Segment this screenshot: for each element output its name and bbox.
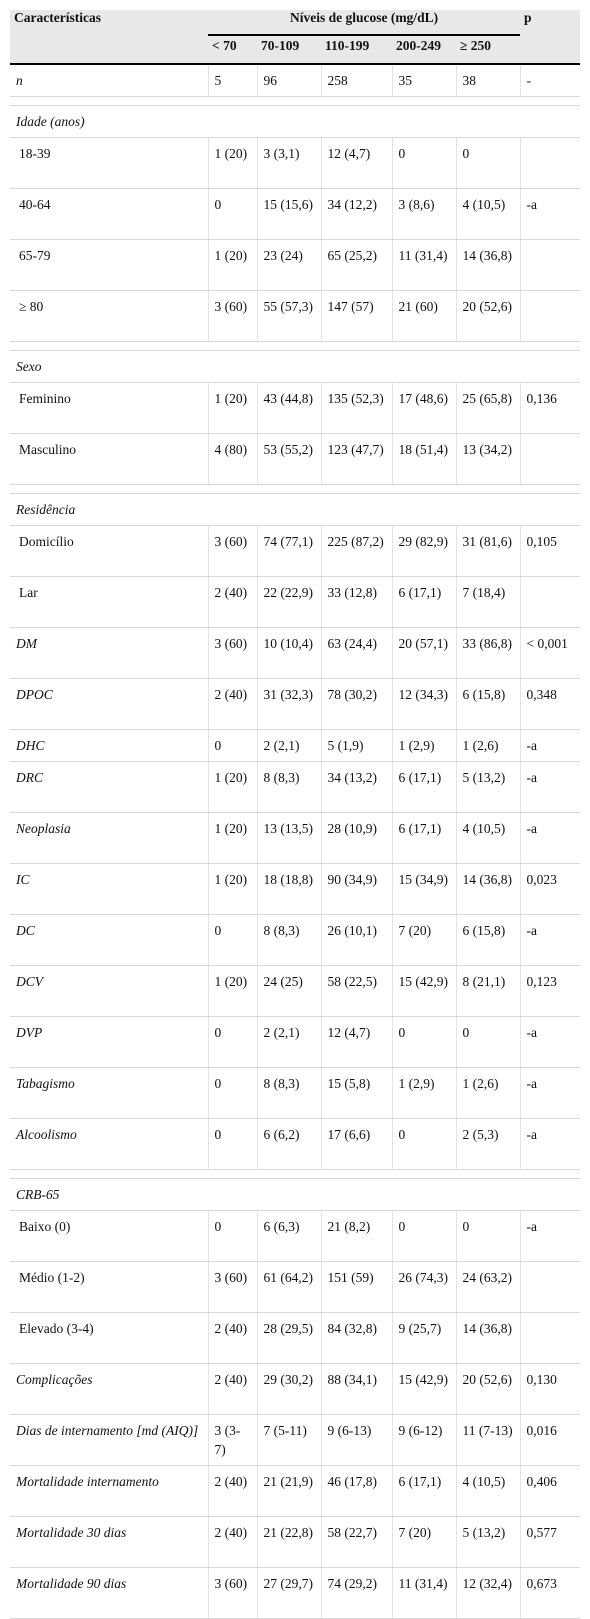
value-cell: 5 (1,9) xyxy=(321,730,392,762)
p-value-cell: 0,123 xyxy=(520,966,580,1017)
row-label: Mortalidade 90 dias xyxy=(10,1568,208,1619)
value-cell: 2 (5,3) xyxy=(456,1119,520,1170)
value-cell: 35 xyxy=(392,64,456,97)
value-cell: 2 (40) xyxy=(208,1313,257,1364)
section-label: Idade (anos) xyxy=(10,106,580,138)
spacer-row xyxy=(10,1170,580,1179)
p-value-cell xyxy=(520,1313,580,1364)
spacer-row xyxy=(10,485,580,494)
value-cell: 2 (2,1) xyxy=(257,730,321,762)
value-cell: 21 (22,8) xyxy=(257,1517,321,1568)
value-cell: 7 (18,4) xyxy=(456,577,520,628)
section-row xyxy=(10,494,580,526)
spacer-cell xyxy=(10,485,580,494)
p-value-cell xyxy=(520,1262,580,1313)
spacer-row xyxy=(10,97,580,106)
value-cell: 13 (13,5) xyxy=(257,813,321,864)
value-cell: 20 (52,6) xyxy=(456,291,520,342)
value-cell: 3 (60) xyxy=(208,1262,257,1313)
p-value-cell: -a xyxy=(520,1068,580,1119)
value-cell: 6 (17,1) xyxy=(392,813,456,864)
header-p-blank xyxy=(520,35,580,64)
p-value-cell: -a xyxy=(520,730,580,762)
table-row xyxy=(10,628,580,679)
value-cell: 21 (60) xyxy=(392,291,456,342)
p-value-cell: -a xyxy=(520,1119,580,1170)
table-row xyxy=(10,915,580,966)
row-label: 18-39 xyxy=(10,138,208,189)
value-cell: 26 (10,1) xyxy=(321,915,392,966)
section-label: CRB-65 xyxy=(10,1179,580,1211)
p-value-cell: - xyxy=(520,64,580,97)
value-cell: 0 xyxy=(208,1211,257,1262)
value-cell: 1 (2,6) xyxy=(456,1068,520,1119)
header-col-70-109: 70-109 xyxy=(257,35,321,64)
value-cell: 24 (25) xyxy=(257,966,321,1017)
value-cell: 1 (2,6) xyxy=(456,730,520,762)
value-cell: 3 (3-7) xyxy=(208,1415,257,1466)
value-cell: 6 (17,1) xyxy=(392,577,456,628)
row-label: Lar xyxy=(10,577,208,628)
row-label: Feminino xyxy=(10,383,208,434)
value-cell: 34 (13,2) xyxy=(321,762,392,813)
value-cell: 28 (10,9) xyxy=(321,813,392,864)
table-row xyxy=(10,762,580,813)
section-label: Sexo xyxy=(10,351,580,383)
table-row xyxy=(10,1466,580,1517)
table-row xyxy=(10,1568,580,1619)
value-cell: 1 (2,9) xyxy=(392,730,456,762)
value-cell: 13 (34,2) xyxy=(456,434,520,485)
p-value-cell xyxy=(520,240,580,291)
p-value-cell: -a xyxy=(520,1017,580,1068)
p-value-cell xyxy=(520,434,580,485)
value-cell: 2 (2,1) xyxy=(257,1017,321,1068)
row-label: 65-79 xyxy=(10,240,208,291)
table-row xyxy=(10,64,580,97)
value-cell: 4 (10,5) xyxy=(456,813,520,864)
value-cell: 8 (8,3) xyxy=(257,762,321,813)
value-cell: 2 (40) xyxy=(208,1364,257,1415)
value-cell: 2 (40) xyxy=(208,577,257,628)
value-cell: 38 xyxy=(456,64,520,97)
value-cell: 6 (17,1) xyxy=(392,762,456,813)
value-cell: 0 xyxy=(208,730,257,762)
table-row xyxy=(10,679,580,730)
row-label: Domicílio xyxy=(10,526,208,577)
row-label: Mortalidade 30 dias xyxy=(10,1517,208,1568)
value-cell: 6 (15,8) xyxy=(456,679,520,730)
value-cell: 11 (31,4) xyxy=(392,240,456,291)
table-row xyxy=(10,813,580,864)
value-cell: 2 (40) xyxy=(208,1517,257,1568)
value-cell: 78 (30,2) xyxy=(321,679,392,730)
spacer-cell xyxy=(10,342,580,351)
table-row xyxy=(10,1017,580,1068)
value-cell: 31 (81,6) xyxy=(456,526,520,577)
table-row xyxy=(10,1517,580,1568)
row-label: Médio (1-2) xyxy=(10,1262,208,1313)
value-cell: 3 (60) xyxy=(208,628,257,679)
table-row xyxy=(10,138,580,189)
value-cell: 29 (30,2) xyxy=(257,1364,321,1415)
value-cell: 20 (52,6) xyxy=(456,1364,520,1415)
value-cell: 74 (29,2) xyxy=(321,1568,392,1619)
value-cell: 1 (20) xyxy=(208,383,257,434)
value-cell: 0 xyxy=(208,1119,257,1170)
value-cell: 34 (12,2) xyxy=(321,189,392,240)
value-cell: 3 (3,1) xyxy=(257,138,321,189)
section-row xyxy=(10,106,580,138)
table-row xyxy=(10,291,580,342)
value-cell: 147 (57) xyxy=(321,291,392,342)
p-value-cell: 0,130 xyxy=(520,1364,580,1415)
value-cell: 17 (6,6) xyxy=(321,1119,392,1170)
value-cell: 1 (20) xyxy=(208,864,257,915)
value-cell: 27 (29,7) xyxy=(257,1568,321,1619)
value-cell: 0 xyxy=(456,138,520,189)
value-cell: 15 (5,8) xyxy=(321,1068,392,1119)
value-cell: 65 (25,2) xyxy=(321,240,392,291)
p-value-cell xyxy=(520,577,580,628)
value-cell: 1 (2,9) xyxy=(392,1068,456,1119)
row-label: Neoplasia xyxy=(10,813,208,864)
row-label: Alcoolismo xyxy=(10,1119,208,1170)
value-cell: 58 (22,7) xyxy=(321,1517,392,1568)
value-cell: 0 xyxy=(392,1211,456,1262)
table-row xyxy=(10,1068,580,1119)
value-cell: 6 (17,1) xyxy=(392,1466,456,1517)
value-cell: 7 (20) xyxy=(392,1517,456,1568)
row-label: DCV xyxy=(10,966,208,1017)
p-value-cell: 0,577 xyxy=(520,1517,580,1568)
value-cell: 14 (36,8) xyxy=(456,240,520,291)
value-cell: 9 (25,7) xyxy=(392,1313,456,1364)
p-value-cell: -a xyxy=(520,762,580,813)
header-blank xyxy=(10,35,208,64)
p-value-cell xyxy=(520,291,580,342)
value-cell: 123 (47,7) xyxy=(321,434,392,485)
table-header xyxy=(10,10,580,64)
table-row xyxy=(10,1415,580,1466)
p-value-cell: 0,673 xyxy=(520,1568,580,1619)
p-value-cell: -a xyxy=(520,915,580,966)
value-cell: 5 (13,2) xyxy=(456,762,520,813)
value-cell: 4 (10,5) xyxy=(456,189,520,240)
value-cell: 74 (77,1) xyxy=(257,526,321,577)
value-cell: 135 (52,3) xyxy=(321,383,392,434)
row-label: DHC xyxy=(10,730,208,762)
value-cell: 15 (42,9) xyxy=(392,966,456,1017)
value-cell: 10 (10,4) xyxy=(257,628,321,679)
p-value-cell: 0,136 xyxy=(520,383,580,434)
value-cell: 22 (22,9) xyxy=(257,577,321,628)
value-cell: 5 (13,2) xyxy=(456,1517,520,1568)
value-cell: 84 (32,8) xyxy=(321,1313,392,1364)
value-cell: 24 (63,2) xyxy=(456,1262,520,1313)
value-cell: 63 (24,4) xyxy=(321,628,392,679)
row-label: n xyxy=(10,64,208,97)
value-cell: 33 (86,8) xyxy=(456,628,520,679)
table-row xyxy=(10,189,580,240)
row-label: IC xyxy=(10,864,208,915)
value-cell: 0 xyxy=(456,1017,520,1068)
value-cell: 7 (20) xyxy=(392,915,456,966)
value-cell: 11 (31,4) xyxy=(392,1568,456,1619)
value-cell: 8 (8,3) xyxy=(257,1068,321,1119)
value-cell: 0 xyxy=(392,138,456,189)
value-cell: 1 (20) xyxy=(208,966,257,1017)
value-cell: 9 (6-13) xyxy=(321,1415,392,1466)
value-cell: 96 xyxy=(257,64,321,97)
header-col-110-199: 110-199 xyxy=(321,35,392,64)
value-cell: 2 (40) xyxy=(208,679,257,730)
value-cell: 8 (21,1) xyxy=(456,966,520,1017)
value-cell: 43 (44,8) xyxy=(257,383,321,434)
value-cell: 33 (12,8) xyxy=(321,577,392,628)
value-cell: 55 (57,3) xyxy=(257,291,321,342)
p-value-cell: -a xyxy=(520,189,580,240)
table-row xyxy=(10,1119,580,1170)
table-row xyxy=(10,1262,580,1313)
row-label: DVP xyxy=(10,1017,208,1068)
table-row xyxy=(10,730,580,762)
value-cell: 258 xyxy=(321,64,392,97)
value-cell: 18 (18,8) xyxy=(257,864,321,915)
table-row xyxy=(10,1313,580,1364)
table-row xyxy=(10,526,580,577)
p-value-cell: 0,105 xyxy=(520,526,580,577)
value-cell: 26 (74,3) xyxy=(392,1262,456,1313)
table-body xyxy=(10,64,580,1619)
table-row xyxy=(10,966,580,1017)
p-value-cell xyxy=(520,138,580,189)
spacer-row xyxy=(10,342,580,351)
value-cell: 0 xyxy=(392,1017,456,1068)
p-value-cell: 0,023 xyxy=(520,864,580,915)
value-cell: 8 (8,3) xyxy=(257,915,321,966)
row-label: Dias de internamento [md (AIQ)] xyxy=(10,1415,208,1466)
row-label: Masculino xyxy=(10,434,208,485)
value-cell: 58 (22,5) xyxy=(321,966,392,1017)
value-cell: 18 (51,4) xyxy=(392,434,456,485)
value-cell: 46 (17,8) xyxy=(321,1466,392,1517)
p-value-cell: 0,016 xyxy=(520,1415,580,1466)
value-cell: 1 (20) xyxy=(208,240,257,291)
value-cell: 15 (42,9) xyxy=(392,1364,456,1415)
row-label: Mortalidade internamento xyxy=(10,1466,208,1517)
value-cell: 90 (34,9) xyxy=(321,864,392,915)
p-value-cell: < 0,001 xyxy=(520,628,580,679)
value-cell: 7 (5-11) xyxy=(257,1415,321,1466)
value-cell: 3 (60) xyxy=(208,1568,257,1619)
row-label: DC xyxy=(10,915,208,966)
table-row xyxy=(10,1211,580,1262)
table-row xyxy=(10,1364,580,1415)
value-cell: 0 xyxy=(208,189,257,240)
value-cell: 3 (8,6) xyxy=(392,189,456,240)
value-cell: 6 (15,8) xyxy=(456,915,520,966)
value-cell: 0 xyxy=(208,1017,257,1068)
value-cell: 2 (40) xyxy=(208,1466,257,1517)
value-cell: 12 (32,4) xyxy=(456,1568,520,1619)
row-label: Elevado (3-4) xyxy=(10,1313,208,1364)
value-cell: 29 (82,9) xyxy=(392,526,456,577)
row-label: DRC xyxy=(10,762,208,813)
table-row xyxy=(10,383,580,434)
header-col-ge250: ≥ 250 xyxy=(456,35,520,64)
spacer-cell xyxy=(10,97,580,106)
value-cell: 6 (6,3) xyxy=(257,1211,321,1262)
value-cell: 53 (55,2) xyxy=(257,434,321,485)
value-cell: 25 (65,8) xyxy=(456,383,520,434)
value-cell: 0 xyxy=(208,1068,257,1119)
p-value-cell: 0,406 xyxy=(520,1466,580,1517)
value-cell: 15 (15,6) xyxy=(257,189,321,240)
section-row xyxy=(10,1179,580,1211)
value-cell: 61 (64,2) xyxy=(257,1262,321,1313)
value-cell: 1 (20) xyxy=(208,762,257,813)
value-cell: 17 (48,6) xyxy=(392,383,456,434)
p-value-cell: 0,348 xyxy=(520,679,580,730)
value-cell: 28 (29,5) xyxy=(257,1313,321,1364)
value-cell: 3 (60) xyxy=(208,526,257,577)
table-row xyxy=(10,577,580,628)
value-cell: 1 (20) xyxy=(208,813,257,864)
value-cell: 20 (57,1) xyxy=(392,628,456,679)
value-cell: 5 xyxy=(208,64,257,97)
header-characteristics: Características xyxy=(10,10,208,35)
glucose-characteristics-table xyxy=(10,10,580,1619)
spacer-cell xyxy=(10,1170,580,1179)
value-cell: 15 (34,9) xyxy=(392,864,456,915)
value-cell: 151 (59) xyxy=(321,1262,392,1313)
value-cell: 21 (21,9) xyxy=(257,1466,321,1517)
value-cell: 0 xyxy=(456,1211,520,1262)
value-cell: 21 (8,2) xyxy=(321,1211,392,1262)
value-cell: 88 (34,1) xyxy=(321,1364,392,1415)
value-cell: 4 (80) xyxy=(208,434,257,485)
table-row xyxy=(10,240,580,291)
value-cell: 12 (4,7) xyxy=(321,138,392,189)
value-cell: 31 (32,3) xyxy=(257,679,321,730)
section-row xyxy=(10,351,580,383)
value-cell: 6 (6,2) xyxy=(257,1119,321,1170)
row-label: Baixo (0) xyxy=(10,1211,208,1262)
value-cell: 4 (10,5) xyxy=(456,1466,520,1517)
p-value-cell: -a xyxy=(520,813,580,864)
header-p: p xyxy=(520,10,580,35)
row-label: Tabagismo xyxy=(10,1068,208,1119)
header-glucose-levels: Níveis de glucose (mg/dL) xyxy=(208,10,520,35)
value-cell: 14 (36,8) xyxy=(456,1313,520,1364)
p-value-cell: -a xyxy=(520,1211,580,1262)
value-cell: 14 (36,8) xyxy=(456,864,520,915)
row-label: ≥ 80 xyxy=(10,291,208,342)
header-col-200-249: 200-249 xyxy=(392,35,456,64)
value-cell: 0 xyxy=(208,915,257,966)
value-cell: 0 xyxy=(392,1119,456,1170)
value-cell: 9 (6-12) xyxy=(392,1415,456,1466)
value-cell: 225 (87,2) xyxy=(321,526,392,577)
row-label: DPOC xyxy=(10,679,208,730)
value-cell: 12 (4,7) xyxy=(321,1017,392,1068)
table-row xyxy=(10,864,580,915)
row-label: 40-64 xyxy=(10,189,208,240)
section-label: Residência xyxy=(10,494,580,526)
row-label: Complicações xyxy=(10,1364,208,1415)
value-cell: 12 (34,3) xyxy=(392,679,456,730)
value-cell: 23 (24) xyxy=(257,240,321,291)
value-cell: 11 (7-13) xyxy=(456,1415,520,1466)
row-label: DM xyxy=(10,628,208,679)
table-row xyxy=(10,434,580,485)
value-cell: 1 (20) xyxy=(208,138,257,189)
header-col-lt70: < 70 xyxy=(208,35,257,64)
value-cell: 3 (60) xyxy=(208,291,257,342)
